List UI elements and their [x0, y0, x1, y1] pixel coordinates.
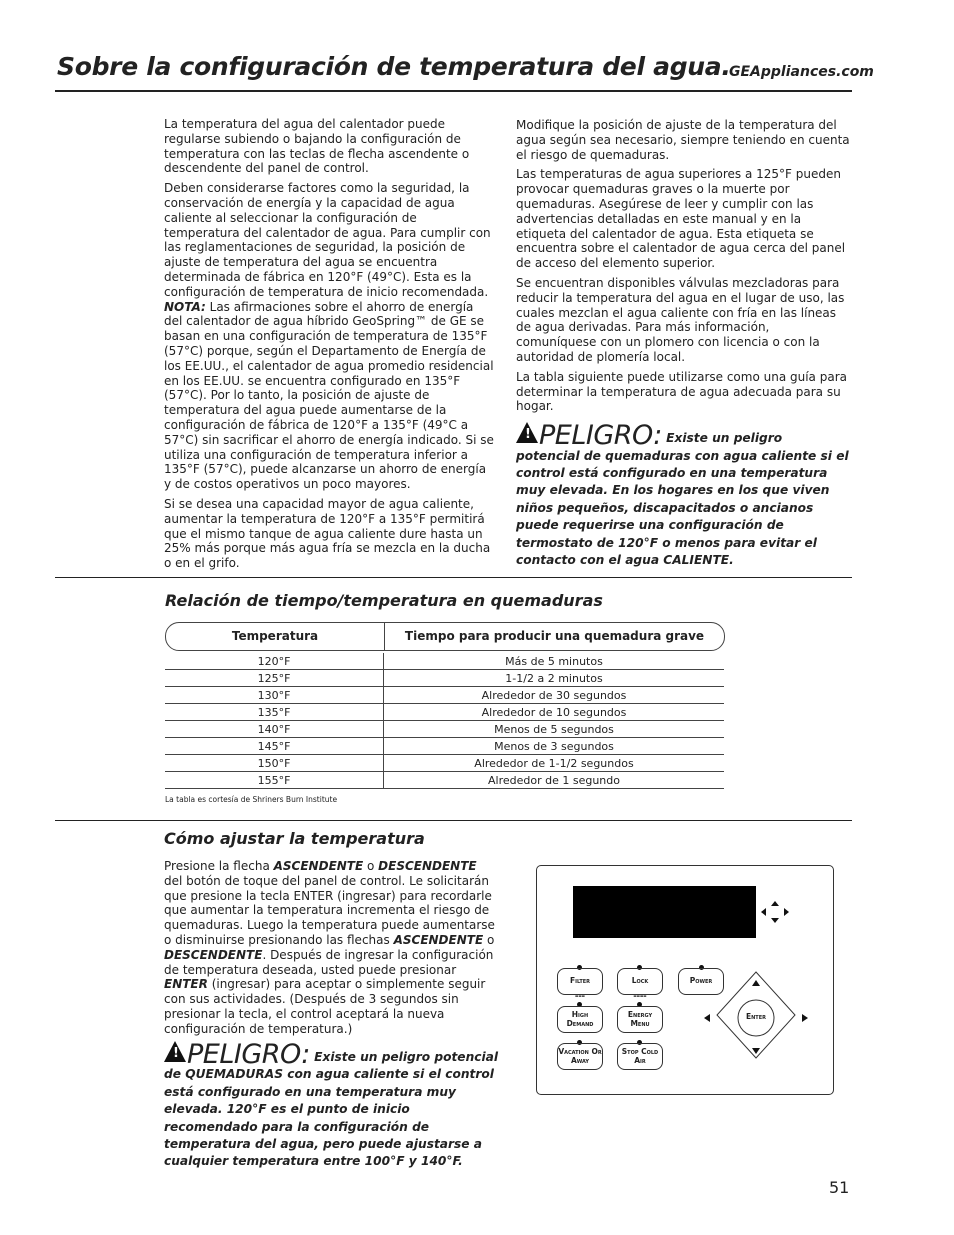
energy-menu-button[interactable]: Energy Menu [617, 1006, 663, 1033]
display-screen [573, 886, 756, 938]
table-header [165, 622, 725, 651]
table-row [165, 721, 724, 738]
section-divider [55, 577, 852, 578]
temperature-cell: 145°F [165, 738, 384, 755]
paragraph: La tabla siguiente puede utilizarse como una guía para determinar la temperatura de agua adecuada para su hogar. [516, 369, 847, 414]
stop-cold-air-button[interactable]: Stop Cold Air [617, 1043, 663, 1070]
time-cell: Alrededor de 1-1/2 segundos [384, 755, 725, 772]
column-header: Temperatura [166, 623, 385, 650]
paragraph: Modifique la posición de ajuste de la temperatura del agua según sea necesario, siempre teniendo en cuenta el riesgo de quemaduras. [516, 118, 850, 162]
time-cell: Alrededor de 30 segundos [384, 687, 725, 704]
paragraph: Deben considerarse factores como la seguridad, la conservación de energía y la capacidad de agua caliente al seleccionar la configuración de temperatura del calentador de agua. Para cumplir con las reglamentaciones de seguridad, la posición de ajuste de temperatura del agua se encuentra determinada de fábrica en 120°F (49°C). Esta es la configuración de temperatura de inicio recomendada. NOTA: Las afirmaciones sobre el ahorro de energía del calentador de agua híbrido GeoSpring™ de GE se basan en una configuración de temperatura de 135°F (57°C) porque, según el Departamento de Energía de los EE.UU., el calentador de agua promedio residencial en los EE.UU. se encuentra configurado en 135°F (57°C). Por lo tanto, la posición de ajuste de temperatura del agua puede aumentarse de la configuración de fábrica de 120°F a 135°F (49°C a 57°C) sin sacrificar el ahorro de energía indicado. Si se utiliza una configuración de temperatura inferior a 135°F (57°C), puede alcanzarse un ahorro de energía y de costos operativos un poco mayores. [164, 181, 494, 492]
paragraph: Se encuentran disponibles válvulas mezcladoras para reducir la temperatura del agua en el lugar de uso, las cuales mezclan el agua caliente con fría en las líneas de agua derivadas. Para más información, comuníquese con un plomero con licencia o con la autoridad de plomería local. [516, 275, 845, 364]
time-cell: 1-1/2 a 2 minutos [384, 670, 725, 687]
power-button[interactable]: Power [678, 968, 724, 995]
danger-warning: ! PELIGRO: Existe un peligro potencial de quemaduras con agua caliente si el control está configurado en una temperatura muy elevada. En los hogares en los que viven niños pequeños, discapacitados o ancianos puede requerirse una configuración de termostato de 120°F o menos para evitar el contacto con el agua CALIENTE. [516, 420, 849, 567]
burn-table [165, 653, 724, 789]
table-row [165, 755, 724, 772]
time-cell: Menos de 3 segundos [384, 738, 725, 755]
section-divider [55, 820, 852, 821]
table-note: La tabla es cortesía de Shriners Burn Institute [165, 795, 338, 804]
table-row [165, 687, 724, 704]
temperature-cell: 135°F [165, 704, 384, 721]
left-column [164, 117, 495, 576]
page-title: Sobre la configuración de temperatura del agua. [57, 52, 731, 81]
adjust-heading: Cómo ajustar la temperatura [164, 829, 425, 848]
temperature-cell: 120°F [165, 653, 384, 670]
time-cell: Menos de 5 segundos [384, 721, 725, 738]
adjust-paragraph: Presione la flecha ASCENDENTE o DESCENDENTE del botón de toque del panel de control. Le solicitarán que presione la tecla ENTER (ingresar) para recordarle que aumentar la temperatura incrementa el riesgo de quemaduras. Luego la temperatura puede aumentarse o disminuirse presionando las flechas ASCENDENTE o DESCENDENTE. Después de ingresar la configuración de temperatura deseada, usted puede presionar ENTER (ingresar) para aceptar o simplemente seguir con sus actividades. (Después de 3 segundos sin presionar la tecla, el control aceptará la nueva configuración de temperatura.) [164, 859, 495, 1036]
filter-sublabel-icon: ▬▬▬ [575, 994, 585, 998]
temperature-cell: 150°F [165, 755, 384, 772]
vacation-button[interactable]: Vacation Or Away [557, 1043, 603, 1070]
enter-button[interactable]: Enter [746, 1012, 766, 1021]
table-row [165, 772, 724, 789]
table-heading: Relación de tiempo/temperatura en quemaduras [165, 591, 603, 610]
high-demand-button[interactable]: High Demand [557, 1006, 603, 1033]
page-number: 51 [829, 1178, 850, 1197]
temperature-cell: 125°F [165, 670, 384, 687]
temperature-cell: 130°F [165, 687, 384, 704]
column-header: Tiempo para producir una quemadura grave [404, 629, 705, 643]
filter-button[interactable]: Filter [557, 968, 603, 995]
temperature-cell: 140°F [165, 721, 384, 738]
directional-arrows-icon [760, 900, 790, 924]
lock-button[interactable]: Lock [617, 968, 663, 995]
time-cell: Alrededor de 1 segundo [384, 772, 725, 789]
time-cell: Más de 5 minutos [384, 653, 725, 670]
paragraph: Las temperaturas de agua superiores a 125°F pueden provocar quemaduras graves o la muerte por quemaduras. Asegúrese de leer y cumplir con las advertencias detalladas en este manual y en la etiqueta del calentador de agua. Esta etiqueta se encuentra sobre el calentador de agua cerca del panel de acceso del elemento superior. [516, 167, 846, 271]
header-rule [55, 90, 852, 92]
table-row [165, 670, 724, 687]
paragraph: Si se desea una capacidad mayor de agua caliente, aumentar la temperatura de 120°F a 135°F permitirá que el mismo tanque de agua caliente dure hasta un 25% más porque más agua fría se mezcla en la ducha o en el grifo. [164, 496, 491, 571]
right-column [516, 118, 850, 569]
lock-sublabel-icon: ▬▬▬▬ [633, 994, 647, 998]
site-url: GEAppliances.com [729, 64, 874, 80]
danger-warning: ! PELIGRO: Existe un peligro potencial de QUEMADURAS con agua caliente si el control está configurado en una temperatura muy elevada. 120°F es el punto de inicio recomendado para la configuración de temperatura del agua, pero puede ajustarse a cualquier temperatura entre 100°F y 140°F. [164, 1039, 499, 1169]
warning-icon: ! [516, 422, 538, 443]
temperature-cell: 155°F [165, 772, 384, 789]
time-cell: Alrededor de 10 segundos [384, 704, 725, 721]
table-row [165, 704, 724, 721]
table-row [165, 738, 724, 755]
table-row [165, 653, 724, 670]
warning-icon: ! [164, 1041, 186, 1062]
paragraph: La temperatura del agua del calentador puede regularse subiendo o bajando la configuración de temperatura con las teclas de flecha ascendente o descendente del panel de control. [164, 117, 470, 176]
